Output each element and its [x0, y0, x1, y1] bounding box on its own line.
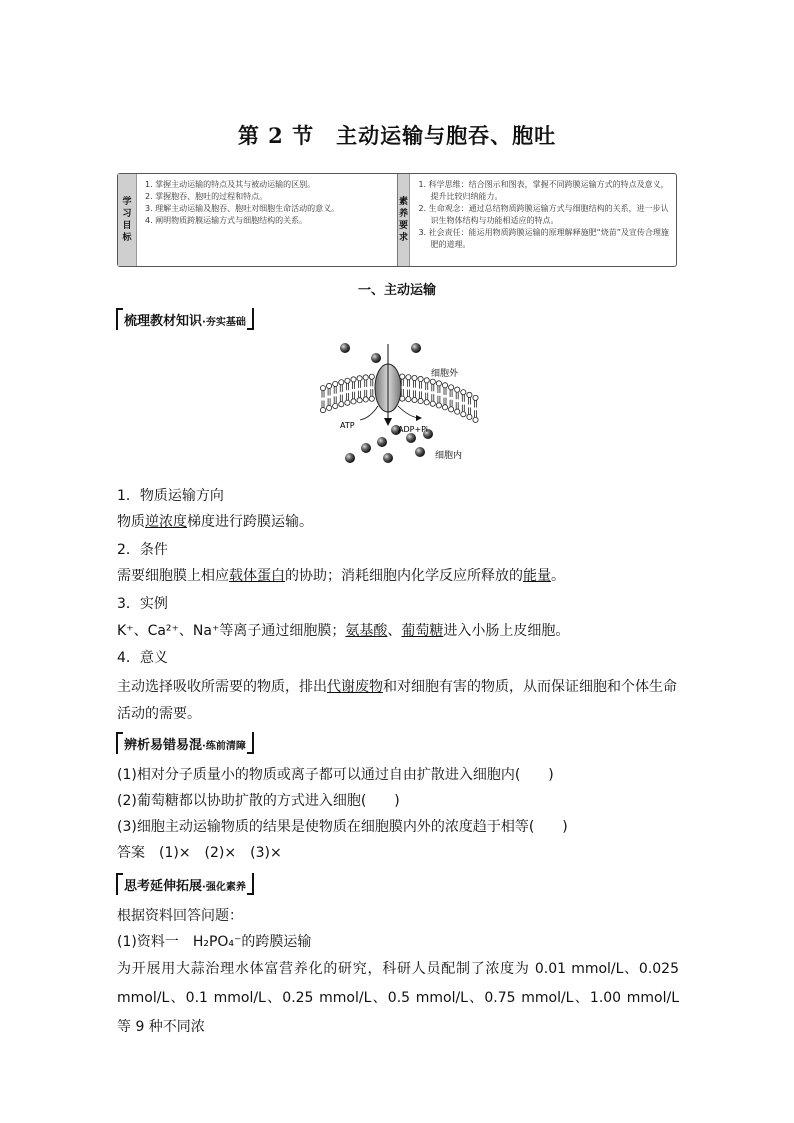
lipid-head	[327, 405, 332, 410]
text: 进入小肠上皮细胞。	[443, 623, 570, 639]
banner-main: 梳理教材知识	[124, 314, 203, 329]
label-atp: ATP	[340, 421, 355, 430]
lipid-head	[400, 374, 405, 379]
goal-item: 4. 阐明物质跨膜运输方式与细胞结构的关系。	[145, 216, 308, 225]
item-4	[117, 648, 679, 668]
label-char: 标	[122, 233, 132, 243]
label-char: 素	[398, 197, 408, 207]
section-heading: 一、主动运输	[357, 283, 436, 298]
lipid-head	[351, 377, 356, 382]
lipid-tail	[426, 383, 428, 390]
banner-distinguish-errors	[117, 734, 253, 753]
key-term: 氨基酸	[345, 623, 388, 639]
lipid-head	[461, 412, 466, 417]
key-term: 代谢废物	[327, 679, 383, 695]
text: 物质	[117, 514, 145, 530]
lipid-head	[442, 405, 447, 410]
judgement-item: (1)相对分子质量小的物质或离子都可以通过自由扩散进入细胞内( )	[117, 767, 554, 783]
text: 需要细胞膜上相应	[117, 568, 229, 584]
lipid-head	[461, 390, 466, 395]
lipid-tail	[340, 395, 342, 402]
item-heading: 1．物质运输方向	[117, 488, 224, 504]
lipid-head	[442, 383, 447, 388]
lipid-head	[363, 397, 368, 402]
lipid-tail	[359, 381, 361, 388]
lipid-head	[430, 401, 435, 406]
label-inside: 细胞内	[435, 451, 463, 461]
lipid-head	[467, 392, 472, 397]
literacy-requirements-label	[398, 174, 411, 266]
item-heading: 4．意义	[117, 650, 168, 666]
literacy-requirements-list	[410, 174, 676, 266]
banner-main: 辨析易错易混	[124, 738, 203, 753]
lipid-tail	[420, 382, 422, 389]
text: 、	[387, 623, 402, 639]
goal-item: 3. 理解主动运输及胞吞、胞吐对细胞生命活动的意义。	[145, 204, 340, 213]
judgement-list	[117, 762, 679, 866]
lipid-head	[418, 376, 423, 381]
lipid-tail	[371, 389, 373, 396]
text: 梯度进行跨膜运输。	[187, 514, 313, 530]
adp-arrow-icon	[416, 415, 422, 421]
goal-item: 1. 掌握主动运输的特点及其与被动运输的区别。	[145, 180, 316, 189]
item-3-body	[117, 621, 679, 641]
learning-goals	[118, 174, 397, 266]
lipid-tail	[353, 382, 355, 389]
lipid-tail	[401, 389, 403, 396]
label-char: 学	[122, 197, 132, 207]
banner-sub: ·练前清障	[202, 741, 246, 752]
lipid-tail	[456, 402, 458, 409]
objectives-box	[117, 173, 677, 267]
label-char: 目	[122, 221, 132, 231]
lipid-tail	[426, 393, 428, 400]
lipid-tail	[444, 398, 446, 405]
lipid-tail	[438, 386, 440, 393]
judgement-item: (3)细胞主动运输物质的结果是使物质在细胞膜内外的浓度趋于相等( )	[117, 819, 568, 835]
molecule-outside	[340, 343, 350, 353]
lipid-head	[357, 376, 362, 381]
label-char: 要	[398, 221, 408, 231]
lipid-tail	[432, 384, 434, 391]
lipid-tail	[365, 390, 367, 397]
lipid-tail	[340, 385, 342, 392]
lipid-head	[473, 417, 478, 422]
adp-curve	[398, 406, 418, 418]
lipid-tail	[462, 405, 464, 412]
lipid-head	[363, 375, 368, 380]
lipid-head	[412, 397, 417, 402]
lipid-head	[327, 383, 332, 388]
item-1	[117, 486, 679, 506]
answer: 答案 (1)× (2)× (3)×	[117, 845, 282, 861]
banner-sub: ·强化素养	[202, 882, 246, 893]
lipid-tail	[322, 391, 324, 398]
lipid-head	[473, 395, 478, 400]
text: 。	[551, 568, 565, 584]
lipid-tail	[407, 390, 409, 397]
molecule-inside	[383, 453, 393, 463]
lipid-tail	[334, 387, 336, 394]
lipid-head	[369, 374, 374, 379]
item-4-body	[117, 674, 679, 728]
learning-goals-label	[118, 174, 137, 266]
lipid-tail	[462, 395, 464, 402]
lipid-head	[455, 409, 460, 414]
lipid-head	[430, 379, 435, 384]
lipid-head	[449, 407, 454, 412]
lipid-tail	[414, 390, 416, 397]
lipid-tail	[322, 400, 324, 407]
item-heading: 2．条件	[117, 542, 168, 558]
lipid-head	[345, 378, 350, 383]
lipid-tail	[438, 396, 440, 403]
lipid-head	[436, 403, 441, 408]
item-3	[117, 594, 679, 614]
requirement-item: 1. 科学思维：结合图示和图表，掌握不同跨膜运输方式的特点及意义，提升比较归纳能力。	[418, 180, 669, 201]
lipid-head	[436, 381, 441, 386]
text: K⁺、Ca²⁺、Na⁺等离子通过细胞膜；	[117, 623, 346, 639]
lipid-tail	[456, 392, 458, 399]
material-text: 为开展用大蒜治理水体富营养化的研究，科研人员配制了浓度为 0.01 mmol/L、0.025 mmol/L、0.1 mmol/L、0.25 mmol/L、0.5 mmol/L、0.75 mmol/L、1.00 mmol/L 等 9 种不同浓	[117, 961, 679, 1035]
label-char: 习	[122, 209, 132, 219]
learning-goals-list	[137, 174, 345, 266]
label-char: 养	[398, 209, 408, 219]
lipid-head	[333, 403, 338, 408]
banner-textbook-knowledge	[117, 310, 253, 329]
molecule-outside	[371, 353, 381, 363]
lipid-tail	[328, 398, 330, 405]
atp-curve	[360, 406, 378, 420]
key-term: 能量	[523, 568, 551, 584]
key-term: 逆浓度	[145, 514, 187, 530]
lipid-head	[406, 397, 411, 402]
lipid-tail	[468, 407, 470, 414]
label-outside: 细胞外	[431, 369, 459, 379]
molecule-inside	[345, 453, 355, 463]
molecule-inside	[377, 437, 387, 447]
lipid-head	[455, 387, 460, 392]
molecule-outside	[411, 343, 421, 353]
lipid-tail	[450, 390, 452, 397]
material-section	[117, 903, 679, 1042]
lipid-head	[406, 375, 411, 380]
item-2-body	[117, 566, 679, 586]
molecule-inside	[361, 443, 371, 453]
requirement-item: 2. 生命观念：通过总结物质跨膜运输方式与细胞结构的关系，进一步认识生物体结构与功能相适应的特点。	[418, 204, 669, 225]
page-title: 第 2 节 主动运输与胞吞、胞吐	[237, 123, 557, 148]
lipid-head	[339, 402, 344, 407]
lipid-head	[412, 375, 417, 380]
lipid-head	[467, 414, 472, 419]
material-title: (1)资料一 H₂PO₄⁻的跨膜运输	[117, 934, 312, 950]
key-term: 载体蛋白	[229, 568, 285, 584]
lipid-head	[424, 378, 429, 383]
goal-item: 2. 掌握胞吞、胞吐的过程和特点。	[145, 192, 268, 201]
lipid-tail	[414, 381, 416, 388]
lipid-tail	[407, 380, 409, 387]
arrow-head-icon	[384, 418, 392, 426]
label-adp: ADP+Pi	[398, 425, 429, 434]
active-transport-diagram	[318, 336, 488, 466]
literacy-requirements	[397, 174, 677, 266]
lipid-tail	[444, 388, 446, 395]
requirement-item: 3. 社会责任：能运用物质跨膜运输的原理解释施肥“烧苗”及宣传合理施肥的道理。	[418, 228, 669, 249]
lipid-head	[357, 398, 362, 403]
banner-extension	[117, 875, 253, 894]
text: 主动选择吸收所需要的物质，排出	[117, 679, 327, 695]
lipid-tail	[353, 392, 355, 399]
key-term: 葡萄糖	[401, 623, 444, 639]
lipid-tail	[468, 398, 470, 405]
lipid-head	[345, 400, 350, 405]
lipid-tail	[346, 393, 348, 400]
lipid-tail	[401, 379, 403, 386]
banner-sub: ·夯实基础	[202, 317, 246, 328]
prompt: 根据资料回答问题：	[117, 908, 243, 924]
lipid-tail	[371, 379, 373, 386]
lipid-tail	[359, 391, 361, 398]
item-heading: 3．实例	[117, 596, 168, 612]
lipid-tail	[475, 410, 477, 417]
lipid-head	[351, 399, 356, 404]
text: 和对细胞有害的物质，从而保证细胞和个体生命活动的需要。	[117, 679, 677, 722]
molecule-inside	[406, 433, 416, 443]
molecule-inside	[415, 447, 425, 457]
lipid-head	[369, 396, 374, 401]
lipid-tail	[334, 396, 336, 403]
item-1-body	[117, 512, 679, 532]
lipid-tail	[420, 391, 422, 398]
lipid-tail	[432, 394, 434, 401]
lipid-head	[333, 381, 338, 386]
lipid-tail	[475, 400, 477, 407]
lipid-head	[320, 407, 325, 412]
lipid-head	[320, 385, 325, 390]
judgement-item: (2)葡萄糖都以协助扩散的方式进入细胞( )	[117, 793, 400, 809]
lipid-head	[424, 400, 429, 405]
lipid-head	[418, 398, 423, 403]
lipid-head	[339, 380, 344, 385]
lipid-head	[449, 385, 454, 390]
lipid-tail	[365, 380, 367, 387]
lipid-tail	[346, 383, 348, 390]
item-2	[117, 540, 679, 560]
label-char: 求	[398, 233, 408, 243]
lipid-tail	[328, 389, 330, 396]
text: 的协助；消耗细胞内化学反应所释放的	[285, 568, 523, 584]
lipid-tail	[450, 400, 452, 407]
banner-main: 思考延伸拓展	[124, 879, 203, 894]
